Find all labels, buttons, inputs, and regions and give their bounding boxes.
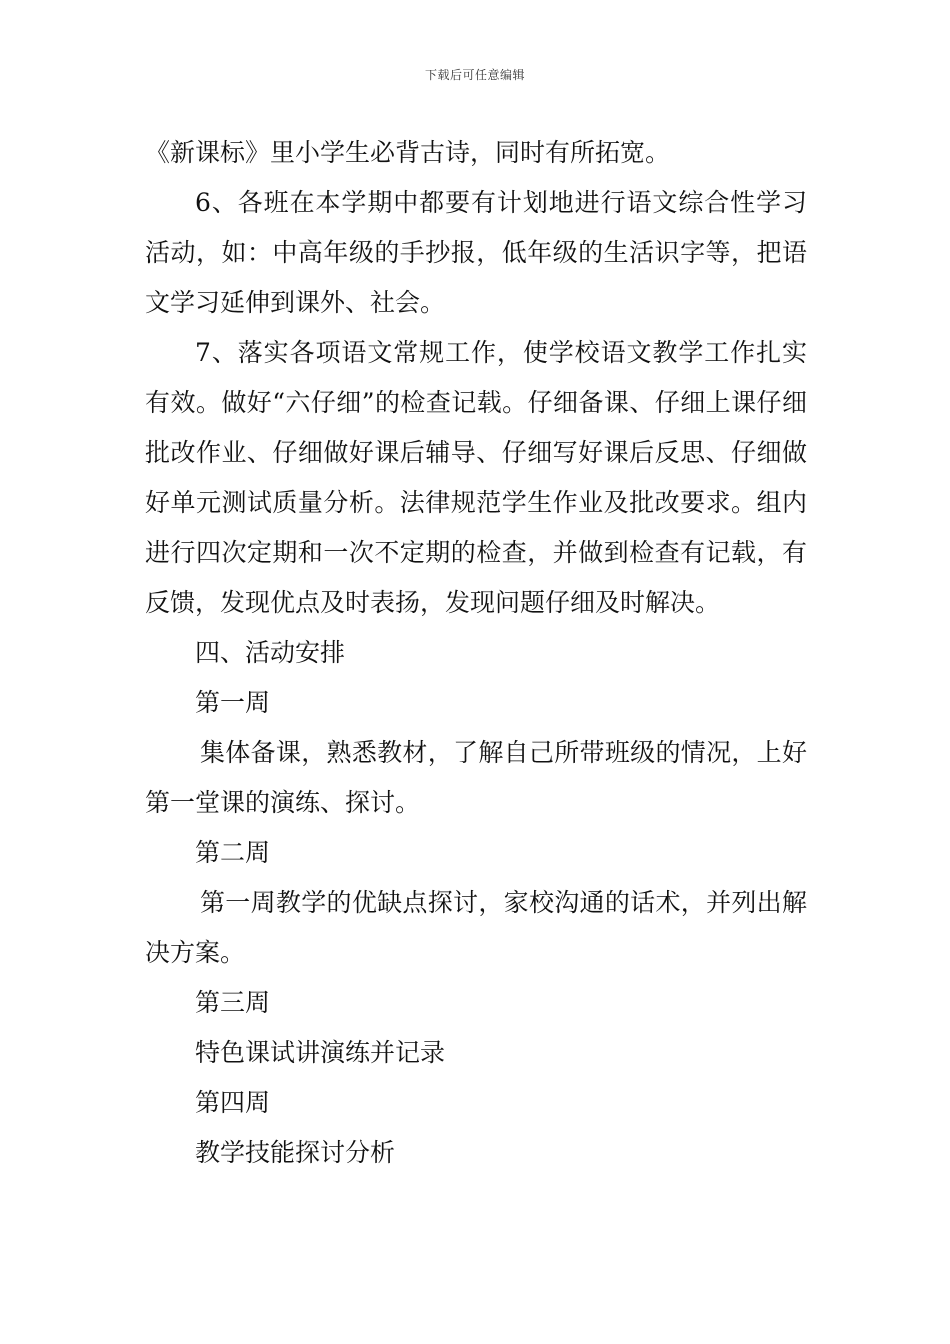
paragraph-item-6: 6、各班在本学期中都要有计划地进行语文综合性学习活动，如：中高年级的手抄报，低年级的生活识字等，把语文学习延伸到课外、社会。	[145, 188, 807, 317]
week-2-heading: 第二周	[195, 838, 271, 867]
paragraph-item-7: 7、落实各项语文常规工作，使学校语文教学工作扎实有效。做好“六仔细”的检查记载。仔细备课、仔细上课仔细批改作业、仔细做好课后辅导、仔细写好课后反思、仔细做好单元测试质量分析。法律规范学生作业及批改要求。组内进行四次定期和一次不定期的检查，并做到检查有记载，有反馈，发现优点及时表扬，发现问题仔细及时解决。	[145, 338, 807, 617]
week-1-heading: 第一周	[195, 688, 271, 717]
week-3-heading: 第三周	[195, 988, 271, 1017]
week-4-content: 教学技能探讨分析	[195, 1138, 396, 1167]
week-4-heading: 第四周	[195, 1088, 271, 1117]
paragraph-ancient-poems: 《新课标》里小学生必背古诗，同时有所拓宽。	[145, 138, 671, 167]
week-2-content: 第一周教学的优缺点探讨，家校沟通的话术，并列出解决方案。	[145, 888, 807, 967]
week-1-content: 集体备课，熟悉教材，了解自己所带班级的情况，上好第一堂课的演练、探讨。	[145, 738, 807, 817]
week-3-content: 特色课试讲演练并记录	[195, 1038, 446, 1067]
page-header: 下载后可任意编辑	[424, 68, 525, 82]
document-body	[145, 128, 807, 1178]
section-heading-activities: 四、活动安排	[195, 638, 346, 667]
